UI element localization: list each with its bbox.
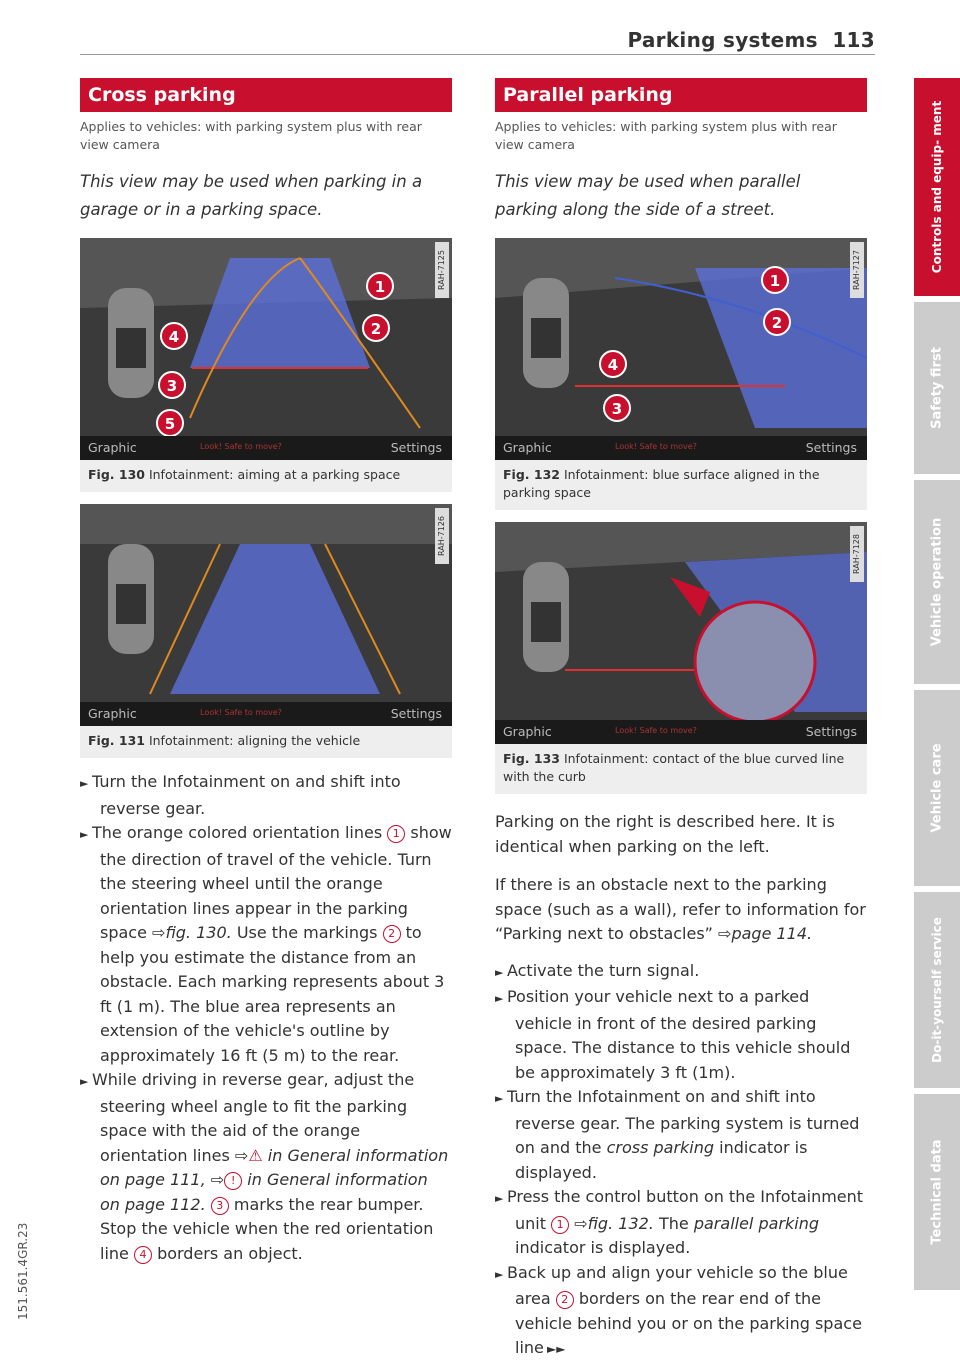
bullet-item: ► Back up and align your vehicle so the blue area 2 borders on the rear end of the vehicle behind you or on the parking space line ►► — [495, 1261, 867, 1362]
callout-1: 1 — [387, 825, 405, 843]
arrow-icon: ⇨ — [574, 1213, 588, 1233]
bullet-item: ► Turn the Infotainment on and shift into reverse gear. The parking system is turned on and the cross parking indicator is displayed. — [495, 1085, 867, 1185]
warning-text: Look! Safe to move? — [615, 726, 697, 735]
graphic-label[interactable]: Graphic — [503, 440, 552, 455]
figure-caption: Fig. 133 Infotainment: contact of the blue curved line with the curb — [495, 744, 867, 794]
figure-caption: Fig. 130 Infotainment: aiming at a parking space — [80, 460, 452, 492]
marker-2: 2 — [370, 320, 382, 338]
link-page-111[interactable]: in General information on page 111, — [100, 1145, 449, 1189]
instructions — [80, 770, 452, 1266]
bullet-item: ► Turn the Infotainment on and shift into reverse gear. — [80, 770, 452, 821]
screen-status-bar — [495, 720, 867, 744]
figure-caption: Fig. 132 Infotainment: blue surface aligned in the parking space — [495, 460, 867, 510]
callout-3: 3 — [211, 1197, 229, 1215]
marker-2: 2 — [771, 314, 783, 332]
warning-text: Look! Safe to move? — [200, 442, 282, 451]
arrow-icon: ⇨ — [210, 1170, 225, 1189]
arrow-icon: ⇨ — [718, 924, 732, 943]
bullet-item: ► Activate the turn signal. — [495, 959, 867, 986]
figure-code: RAH-7126 — [435, 508, 449, 564]
section-heading-cross-parking: Cross parking — [80, 78, 452, 112]
graphic-label[interactable]: Graphic — [503, 724, 552, 739]
camera-screen — [80, 238, 452, 460]
marker-3: 3 — [166, 377, 178, 395]
intro-text: This view may be used when parking in a garage or in a parking space. — [80, 172, 423, 219]
page-header — [80, 26, 875, 55]
warning-text: Look! Safe to move? — [200, 708, 282, 717]
camera-view-graphic — [495, 238, 867, 460]
applies-note: Applies to vehicles: with parking system plus with rear view camera — [80, 119, 422, 152]
document-code: 151.561.4GR.23 — [16, 1222, 30, 1320]
marker-4: 4 — [607, 356, 619, 374]
bullet-item: ► While driving in reverse gear, adjust the steering wheel angle to fit the parking space with the aid of the orange orientation lines ⇨⚠ in General information on page 111, ⇨ ! in General information on page 112. 3 marks the rear bumper. Stop the vehicle when the red orientation line 4 borders an object. — [80, 1068, 452, 1266]
screen-status-bar — [495, 436, 867, 460]
bullet-item: ► Press the control button on the Infotainment unit 1 ⇨fig. 132. The parallel parking indicator is displayed. — [495, 1185, 867, 1261]
marker-3: 3 — [611, 400, 623, 418]
bullet-item: ► The orange colored orientation lines 1 show the direction of travel of the vehicle. Turn the steering wheel until the orange orientation lines appear in the parking space ⇨fig. 130. Use the markings 2 to help you estimate the distance from an obstacle. Each marking represents about 3 ft (1 m). The blue area represents an extension of the vehicle's outline by approximately 16 ft (5 m) to the rear. — [80, 821, 452, 1068]
note-icon: ! — [224, 1172, 242, 1190]
callout-1: 1 — [551, 1216, 569, 1234]
tab-diy-service[interactable]: Do-it-yourself service — [914, 892, 960, 1088]
link-fig-130[interactable]: fig. 130. — [165, 923, 232, 942]
paragraph: Parking on the right is described here. It is identical when parking on the left. — [495, 812, 835, 856]
camera-screen — [495, 238, 867, 460]
settings-label[interactable]: Settings — [805, 440, 857, 455]
settings-label[interactable]: Settings — [805, 724, 857, 739]
figure-133 — [495, 522, 867, 794]
graphic-label[interactable]: Graphic — [88, 440, 137, 455]
warning-text: Look! Safe to move? — [615, 442, 697, 451]
camera-view-graphic — [80, 504, 452, 726]
link-page-112[interactable]: in General information on page 112. — [100, 1170, 428, 1214]
tab-controls[interactable]: Controls and equip- ment — [914, 78, 960, 296]
warning-icon: ⚠ — [248, 1145, 263, 1165]
camera-view-graphic — [495, 522, 867, 744]
marker-5: 5 — [164, 415, 176, 433]
callout-4: 4 — [134, 1246, 152, 1264]
tab-safety[interactable]: Safety first — [914, 302, 960, 474]
camera-view-graphic — [80, 238, 452, 460]
marker-1: 1 — [769, 272, 781, 290]
arrow-icon: ⇨ — [234, 1145, 249, 1165]
link-fig-132[interactable]: fig. 132. — [587, 1213, 654, 1233]
camera-screen — [80, 504, 452, 726]
tab-vehicle-operation[interactable]: Vehicle operation — [914, 480, 960, 684]
graphic-label[interactable]: Graphic — [88, 706, 137, 721]
link-page-114[interactable]: page 114. — [731, 924, 813, 943]
marker-1: 1 — [374, 278, 386, 296]
figure-code: RAH-7125 — [435, 242, 449, 298]
arrow-icon: ⇨ — [152, 923, 166, 942]
bullet-item: ► Position your vehicle next to a parked vehicle in front of the desired parking space. The distance to this vehicle should be approximately 3 ft (1m). — [495, 985, 867, 1085]
paragraph: If there is an obstacle next to the parking space (such as a wall), refer to information for “Parking next to obstacles” ⇨page 114. — [495, 875, 866, 943]
screen-status-bar — [80, 702, 452, 726]
tab-technical-data[interactable]: Technical data — [914, 1094, 960, 1290]
settings-label[interactable]: Settings — [390, 706, 442, 721]
section-heading-parallel-parking: Parallel parking — [495, 78, 867, 112]
chapter-tabs — [914, 78, 960, 1296]
applies-note: Applies to vehicles: with parking system plus with rear view camera — [495, 119, 837, 152]
figure-caption: Fig. 131 Infotainment: aligning the vehicle — [80, 726, 452, 758]
figure-code: RAH-7128 — [850, 526, 864, 582]
intro-text: This view may be used when parallel parking along the side of a street. — [495, 172, 801, 219]
screen-status-bar — [80, 436, 452, 460]
header-title: Parking systems 113 — [627, 28, 875, 52]
instructions — [495, 810, 867, 1362]
right-column — [495, 78, 867, 1362]
callout-2: 2 — [383, 925, 401, 943]
callout-2: 2 — [556, 1291, 574, 1309]
figure-131 — [80, 504, 452, 758]
figure-130 — [80, 238, 452, 492]
camera-screen — [495, 522, 867, 744]
page-number: 113 — [832, 28, 875, 52]
settings-label[interactable]: Settings — [390, 440, 442, 455]
tab-vehicle-care[interactable]: Vehicle care — [914, 690, 960, 886]
marker-4: 4 — [168, 328, 180, 346]
left-column — [80, 78, 452, 1266]
figure-132 — [495, 238, 867, 510]
figure-code: RAH-7127 — [850, 242, 864, 298]
